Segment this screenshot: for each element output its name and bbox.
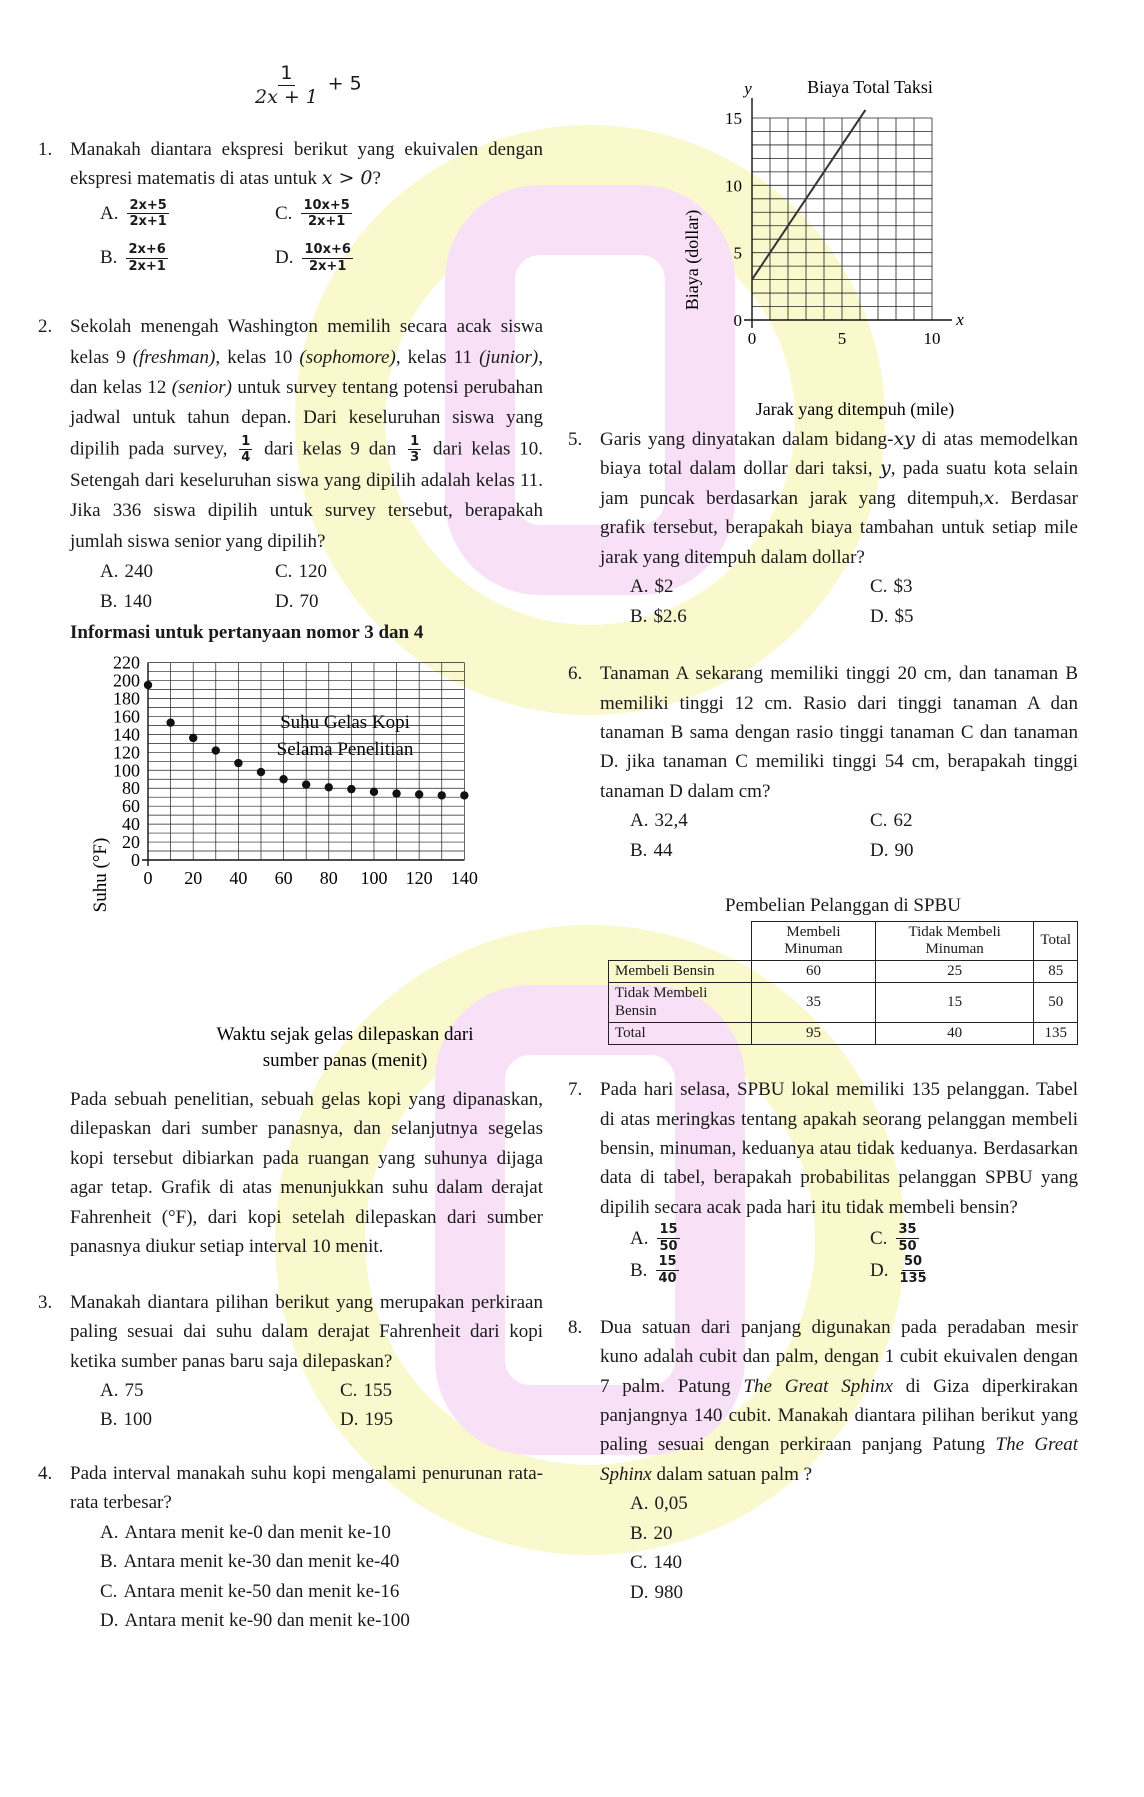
taxi-chart-ylabel: Biaya (dollar) [682,209,702,311]
q8-option-b[interactable] [630,1519,1078,1548]
q5-text: , pada suatu kota selain jam puncak berdasarkan jarak yang ditempuh, [600,458,1078,509]
q7-option-c[interactable] [870,1222,1070,1254]
option-label: B. [100,1551,118,1573]
option-label: D. [100,1610,119,1631]
option-label: A. [630,810,649,832]
q2-italic: (sophomore) [299,346,396,368]
table-cell: 60 [752,961,876,983]
option-text: Antara menit ke-50 dan menit ke-16 [123,1580,400,1602]
taxi-x-axis-name: x [956,310,964,329]
table-row [609,1022,1078,1044]
option-text: Antara menit ke-90 dan menit ke-100 [124,1610,410,1631]
option-label: D. [870,1259,889,1281]
coffee-data-point [460,791,468,799]
coffee-x-tick-label: 40 [229,868,248,888]
taxi-x-tick-label: 5 [837,329,847,348]
coffee-chart-title-line2: Selama Penelitian [276,739,414,760]
option-text: 140 [123,590,152,612]
question-2 [38,312,543,557]
question-2-number: 2. [38,316,53,338]
option-text: 140 [653,1552,682,1574]
q7-option-a[interactable] [630,1222,870,1254]
option-text: 155 [363,1379,392,1401]
taxi-y-tick-label: 0 [733,311,742,330]
header-fraction [253,62,320,109]
question-3-text: Manakah diantara pilihan berikut yang merupakan perkiraan paling sesuai dai suhu dalam derajat Fahrenheit dari kopi ketika sumber panas baru saja dilepaskan? [70,1291,543,1372]
q1-option-fraction [302,242,352,274]
coffee-data-point [166,719,174,727]
q2-text: dari kelas 10. Setengah dari keseluruhan siswa yang dipilih adalah kelas 11. Jika 336 siswa dipilih untuk survey tersebut, berapakah jumlah siswa senior yang dipilih? [70,438,544,552]
option-label: B. [630,839,648,861]
option-label: A. [630,576,649,598]
coffee-chart-grid [113,653,478,888]
header-fraction-num: 1 [280,62,293,84]
q6-option-a[interactable] [630,806,870,835]
coffee-y-tick-label: 220 [113,652,140,673]
q2-fraction-third [408,434,421,466]
option-label: C. [870,810,888,832]
option-text: Antara menit ke-30 dan menit ke-40 [123,1551,400,1573]
q1-option-label: D. [275,247,294,269]
q1-option-num: 10x+6 [304,242,351,258]
coffee-x-tick-label: 0 [143,868,153,888]
table-row-label: Tidak Membeli Bensin [609,983,752,1023]
q1-option-label: A. [100,203,119,225]
coffee-temperature-chart [60,652,550,1080]
q4-option-d[interactable] [100,1606,543,1635]
q1-option-b[interactable] [100,242,275,274]
option-text: $5 [894,605,914,627]
option-text: 90 [894,839,914,861]
question-1-condition: x > 0 [321,167,373,190]
option-label: C. [870,576,888,598]
option-label: D. [870,839,889,861]
coffee-chart-xlabel-line1: Waktu sejak gelas dilepaskan dari [216,1024,474,1045]
coffee-chart-title-line1: Suhu Gelas Kopi [280,712,410,733]
frac-num: 1 [241,433,251,449]
q8-option-a[interactable] [630,1489,1078,1518]
frac-den: 50 [898,1238,917,1254]
option-text: 195 [364,1409,393,1431]
option-text: 120 [298,561,327,583]
q5-option-a[interactable] [630,572,870,601]
q4-option-a[interactable] [100,1518,543,1547]
left-column [38,135,543,647]
taxi-chart-xlabel: Jarak yang ditempuh (mile) [755,399,955,419]
q2-option-a[interactable] [100,557,275,586]
question-5 [568,425,1078,572]
coffee-y-tick-label: 100 [113,760,140,781]
q1-option-d[interactable] [275,242,475,274]
header-expression-rest: + 5 [327,72,362,95]
q8-italic: The Great Sphinx [743,1375,893,1397]
coffee-data-point [279,775,287,783]
taxi-y-tick-label: 10 [725,176,742,196]
question-6-options [630,806,1078,865]
frac-num: 50 [904,1254,923,1270]
option-text: Antara menit ke-0 dan menit ke-10 [124,1521,391,1543]
q1-option-den: 2x+1 [128,258,166,274]
coffee-data-point [415,790,423,798]
coffee-data-point [144,681,152,689]
q8-text: dalam satuan palm ? [651,1463,813,1485]
option-text: 75 [124,1379,144,1401]
coffee-y-tick-label: 60 [122,796,140,817]
option-label: C. [630,1552,648,1574]
question-3-options [100,1376,543,1435]
question-4-number: 4. [38,1462,53,1484]
question-5-number: 5. [568,429,583,450]
question-8 [568,1313,1078,1490]
question-7-number: 7. [568,1079,583,1101]
option-label: B. [630,1259,648,1281]
q2-text: dari kelas 9 dan [255,438,406,460]
option-label: C. [275,561,293,583]
coffee-data-point [325,783,333,791]
option-text: 32,4 [654,810,688,832]
taxi-y-axis-name: y [744,79,752,98]
option-fraction [657,1222,679,1254]
question-5-options [630,572,1078,631]
q1-option-num: 10x+5 [303,197,350,213]
coffee-y-tick-label: 180 [113,688,140,709]
table-header-row [609,921,1078,961]
option-fraction [896,1222,918,1254]
question-8-options [630,1489,1078,1607]
q1-option-fraction [127,198,168,230]
option-label: A. [630,1493,649,1515]
frac-den: 4 [241,450,251,466]
table-cell: 25 [875,961,1034,983]
q6-option-d[interactable] [870,836,1070,865]
q1-option-num: 2x+6 [128,242,166,258]
q5-text: Garis yang dinyatakan dalam bidang- [600,429,894,450]
option-label: D. [870,605,889,627]
option-label: C. [870,1227,888,1249]
question-3-number: 3. [38,1291,53,1313]
q5-text: di atas memodelkan biaya total dalam dollar dari taksi, [600,429,1078,480]
option-label: B. [100,590,118,612]
coffee-chart-ylabel: Suhu (°F) [90,837,111,913]
q5-math: x [983,486,995,509]
coffee-data-point [438,791,446,799]
coffee-data-point [370,788,378,796]
coffee-paragraph: Pada sebuah penelitian, sebuah gelas kopi yang dipanaskan, dilepaskan dari sumber panasnya, dan selanjutnya segelas kopi tersebut dibiarkan pada ruangan yang suhunya dijaga agar tetap. Grafik di atas menunjukkan suhu dalam derajat Fahrenheit (°F), dari kopi setelah dilepaskan dari sumber panasnya diukur setiap interval 10 menit. [70,1089,543,1258]
taxi-x-tick-label: 0 [747,329,757,348]
question-7-text: Pada hari selasa, SPBU lokal memiliki 135 pelanggan. Tabel di atas meringkas tentang apakah seorang pelanggan membeli bensin, minuman, keduanya atau tidak keduanya. Berdasarkan data di tabel, berapakah probabilitas pelanggan SPBU yang dipilih secara acak pada hari itu tidak membeli bensin? [600,1079,1078,1218]
option-label: A. [100,1521,119,1543]
q8-italic: The Great Sphinx [600,1434,1078,1485]
q5-option-d[interactable] [870,602,1070,631]
option-label: C. [100,1580,118,1602]
option-text: $3 [893,576,913,598]
coffee-chart-xlabel-line2: sumber panas (menit) [262,1050,428,1071]
q6-option-b[interactable] [630,836,870,865]
q8-option-c[interactable] [630,1548,1078,1577]
table-cell: 15 [875,983,1034,1023]
table-title: Pembelian Pelanggan di SPBU [725,895,961,917]
taxi-y-tick-label: 5 [733,243,742,263]
option-label: A. [100,1379,119,1401]
coffee-x-tick-label: 100 [360,868,388,888]
option-text: 70 [299,590,319,612]
option-text: 100 [123,1409,152,1431]
option-text: 0,05 [654,1493,688,1515]
option-label: A. [100,561,119,583]
q7-option-b[interactable] [630,1254,870,1286]
q3-option-a[interactable] [100,1376,340,1405]
q5-option-c[interactable] [870,572,1070,601]
question-7 [568,1075,1078,1222]
question-7-options [630,1222,1078,1286]
coffee-data-point [347,785,355,793]
coffee-x-tick-label: 140 [450,868,478,888]
option-label: D. [340,1409,359,1431]
coffee-data-point [234,759,242,767]
option-label: B. [630,605,648,627]
right-column [568,425,1078,1607]
q3-option-d[interactable] [340,1405,540,1434]
question-4-options [100,1518,543,1636]
question-1-text-end: ? [372,168,381,190]
table-header: Tidak Membeli Minuman [875,921,1034,961]
coffee-x-tick-label: 20 [184,868,203,888]
table-corner [609,921,752,961]
table-cell: 95 [752,1022,876,1044]
table-cell: 35 [752,983,876,1023]
q5-math: y [880,457,891,480]
coffee-y-tick-label: 160 [113,706,140,727]
q1-option-fraction [126,242,167,274]
q2-text: Sekolah menengah Washington memilih secara acak siswa kelas 9 [70,316,543,368]
option-fraction [897,1254,928,1286]
option-fraction [656,1254,678,1286]
q2-italic: (junior), [479,346,543,368]
q2-text: , kelas 10 [215,346,300,368]
question-1-text: Manakah diantara ekspresi berikut yang ekuivalen dengan ekspresi matematis di atas untuk [70,139,543,190]
option-text: 62 [893,810,913,832]
coffee-y-tick-label: 200 [113,670,140,691]
taxi-chart-line [752,110,865,280]
option-label: B. [100,1409,118,1431]
q6-option-c[interactable] [870,806,1070,835]
coffee-y-tick-label: 80 [122,778,140,799]
coffee-y-tick-label: 20 [122,832,140,853]
purchase-table [608,921,1078,1046]
q2-option-c[interactable] [275,557,475,586]
table-header: Membeli Minuman [752,921,876,961]
question-2-options [100,557,543,616]
coffee-y-tick-label: 0 [131,850,140,870]
q1-option-label: C. [275,203,293,225]
q1-option-c[interactable] [275,198,475,230]
q2-option-b[interactable] [100,587,275,616]
q2-fraction-quarter [239,434,252,466]
q1-option-a[interactable] [100,198,275,230]
option-text: 44 [653,839,673,861]
question-4 [38,1459,543,1518]
q1-option-den: 2x+1 [307,214,346,230]
table-row [609,961,1078,983]
q2-italic: (senior) [171,377,232,399]
q8-text: di Giza diperkirakan panjangnya 140 cubit. Manakah diantara pilihan berikut yang paling sesuai dengan perkiraan panjang Patung [600,1375,1078,1456]
coffee-y-tick-label: 40 [122,814,140,835]
option-text: $2.6 [653,605,687,627]
frac-num: 1 [410,433,420,449]
table-header: Total [1034,921,1078,961]
taxi-x-tick-label: 10 [923,329,941,348]
frac-den: 40 [658,1271,677,1287]
coffee-x-tick-label: 60 [274,868,293,888]
table-cell: 40 [875,1022,1034,1044]
q4-option-c[interactable] [100,1577,543,1606]
option-label: A. [630,1227,649,1249]
frac-num: 15 [659,1222,678,1238]
coffee-data-point [212,746,220,754]
frac-den: 3 [410,450,420,466]
q4-option-b[interactable] [100,1547,543,1576]
table-row [609,983,1078,1023]
question-6-text: Tanaman A sekarang memiliki tinggi 20 cm, dan tanaman B memiliki tinggi 12 cm. Rasio dari tinggi tanaman A dan tanaman B sama dengan rasio tinggi tanaman C dan tanaman D. jika tanaman C memiliki tinggi 54 cm, berapakah tinggi tanaman D dalam cm? [600,663,1078,802]
q1-option-num: 2x+5 [129,197,167,213]
q1-option-den: 2x+1 [129,214,167,230]
taxi-chart-grid [725,79,964,348]
option-text: 240 [124,561,153,583]
option-label: D. [630,1581,649,1603]
option-text: 20 [653,1522,673,1544]
left-column-lower [38,1085,543,1635]
q3-option-b[interactable] [100,1405,340,1434]
q2-option-d[interactable] [275,587,475,616]
option-text: 980 [654,1581,683,1603]
coffee-y-tick-label: 140 [113,724,140,745]
header-fraction-den: 2x + 1 [255,85,318,108]
frac-den: 135 [899,1271,927,1287]
q1-option-fraction [301,198,351,230]
q7-option-d[interactable] [870,1254,1070,1286]
q1-option-den: 2x+1 [309,258,347,274]
q5-text: . Berdasar grafik tersebut, berapakah biaya tambahan untuk setiap mile jarak yang ditempuh dalam dollar? [600,487,1078,568]
coffee-x-tick-label: 80 [319,868,338,888]
option-label: D. [275,590,294,612]
q2-text: , kelas 11 [395,346,480,368]
question-3 [38,1288,543,1376]
frac-num: 35 [898,1222,917,1238]
q2-text: dan kelas 12 [70,377,172,399]
question-4-text: Pada interval manakah suhu kopi mengalami penurunan rata-rata terbesar? [70,1462,543,1514]
taxi-y-tick-label: 15 [725,109,742,128]
question-1-options [100,198,543,274]
coffee-x-tick-label: 120 [405,868,433,888]
q3-option-c[interactable] [340,1376,540,1405]
coffee-data-point [189,734,197,742]
q2-text: untuk survey tentang potensi perubahan jadwal untuk tahun depan. Dari keseluruhan siswa yang dipilih pada survey, [70,377,543,460]
info-heading: Informasi untuk pertanyaan nomor 3 dan 4 [70,622,424,644]
header-expression [250,62,362,109]
question-8-number: 8. [568,1316,583,1338]
q8-text: Dua satuan dari panjang digunakan pada peradaban mesir kuno adalah cubit dan palm, dengan 1 cubit ekuivalen dengan 7 palm. Patung [600,1316,1078,1397]
question-6-number: 6. [568,663,583,685]
q5-option-b[interactable] [630,602,870,631]
option-label: B. [630,1522,648,1544]
question-1 [38,135,543,194]
q2-italic: (freshman) [132,346,216,368]
option-label: C. [340,1379,358,1401]
table-row-label: Total [609,1022,752,1044]
option-text: $2 [654,576,674,598]
q5-math: xy [893,428,915,450]
table-cell: 135 [1034,1022,1078,1044]
coffee-data-point [257,768,265,776]
table-row-label: Membeli Bensin [609,961,752,983]
coffee-y-tick-label: 120 [113,742,140,763]
question-1-number: 1. [38,139,53,160]
coffee-data-point [302,780,310,788]
taxi-cost-chart [670,70,1020,430]
question-6 [568,659,1078,806]
coffee-data-point [392,789,400,797]
q8-option-d[interactable] [630,1578,1078,1607]
frac-den: 50 [659,1238,678,1254]
frac-num: 15 [658,1254,677,1270]
table-cell: 50 [1034,983,1078,1023]
table-cell: 85 [1034,961,1078,983]
q1-option-label: B. [100,247,118,269]
taxi-chart-title: Biaya Total Taksi [807,77,933,97]
